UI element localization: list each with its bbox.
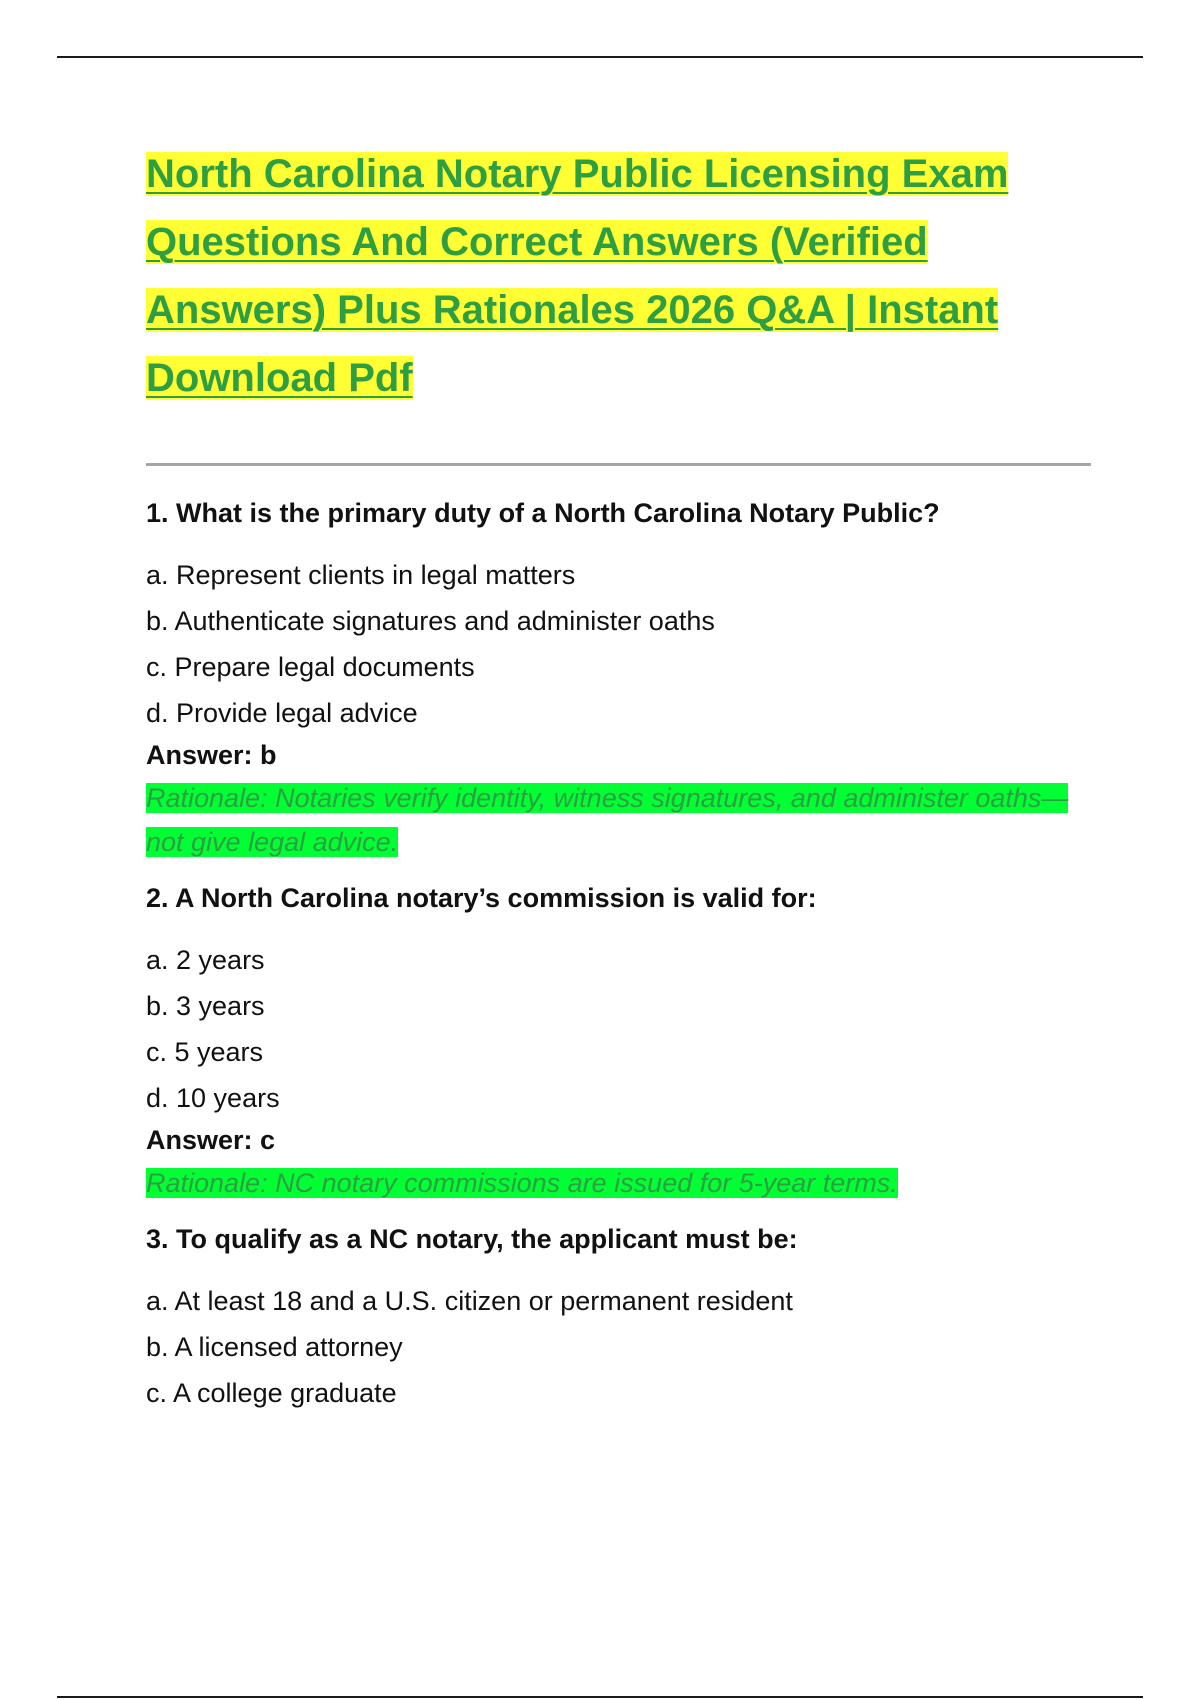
answer-line: Answer: c — [146, 1125, 276, 1155]
document-title-text: North Carolina Notary Public Licensing Exam Questions And Correct Answers (Verified Answers) Plus Rationales 2026 Q&A | Instant Download Pdf — [146, 152, 1009, 400]
option-c: c. Prepare legal documents — [146, 652, 475, 682]
top-rule — [57, 56, 1143, 58]
rationale-text: Rationale: NC notary commissions are issued for 5-year terms. — [146, 1168, 898, 1198]
question-3 — [146, 1222, 1091, 1416]
option-d: d. 10 years — [146, 1083, 280, 1113]
option-a: a. 2 years — [146, 945, 265, 975]
option-b: b. A licensed attorney — [146, 1332, 403, 1362]
question-text: 3. To qualify as a NC notary, the applicant must be: — [146, 1224, 798, 1254]
question-2 — [146, 881, 1091, 1205]
document-page — [146, 140, 1091, 1433]
answer-line: Answer: b — [146, 740, 277, 770]
option-c: c. 5 years — [146, 1037, 264, 1067]
option-a: a. Represent clients in legal matters — [146, 560, 576, 590]
rationale — [146, 1161, 1091, 1205]
options-list — [146, 1278, 1091, 1416]
bottom-rule — [57, 1696, 1143, 1698]
question-text: 2. A North Carolina notary’s commission is valid for: — [146, 883, 817, 913]
option-c: c. A college graduate — [146, 1378, 397, 1408]
question-text: 1. What is the primary duty of a North Carolina Notary Public? — [146, 498, 940, 528]
title-separator — [146, 463, 1091, 466]
option-a: a. At least 18 and a U.S. citizen or permanent resident — [146, 1286, 793, 1316]
option-d: d. Provide legal advice — [146, 698, 418, 728]
rationale-text: Rationale: Notaries verify identity, witness signatures, and administer oaths—not give legal advice. — [146, 783, 1069, 857]
option-b: b. 3 years — [146, 991, 265, 1021]
question-1 — [146, 496, 1091, 864]
option-b: b. Authenticate signatures and administer oaths — [146, 606, 715, 636]
rationale — [146, 776, 1091, 864]
options-list — [146, 552, 1091, 736]
document-title — [146, 140, 1091, 412]
options-list — [146, 937, 1091, 1121]
